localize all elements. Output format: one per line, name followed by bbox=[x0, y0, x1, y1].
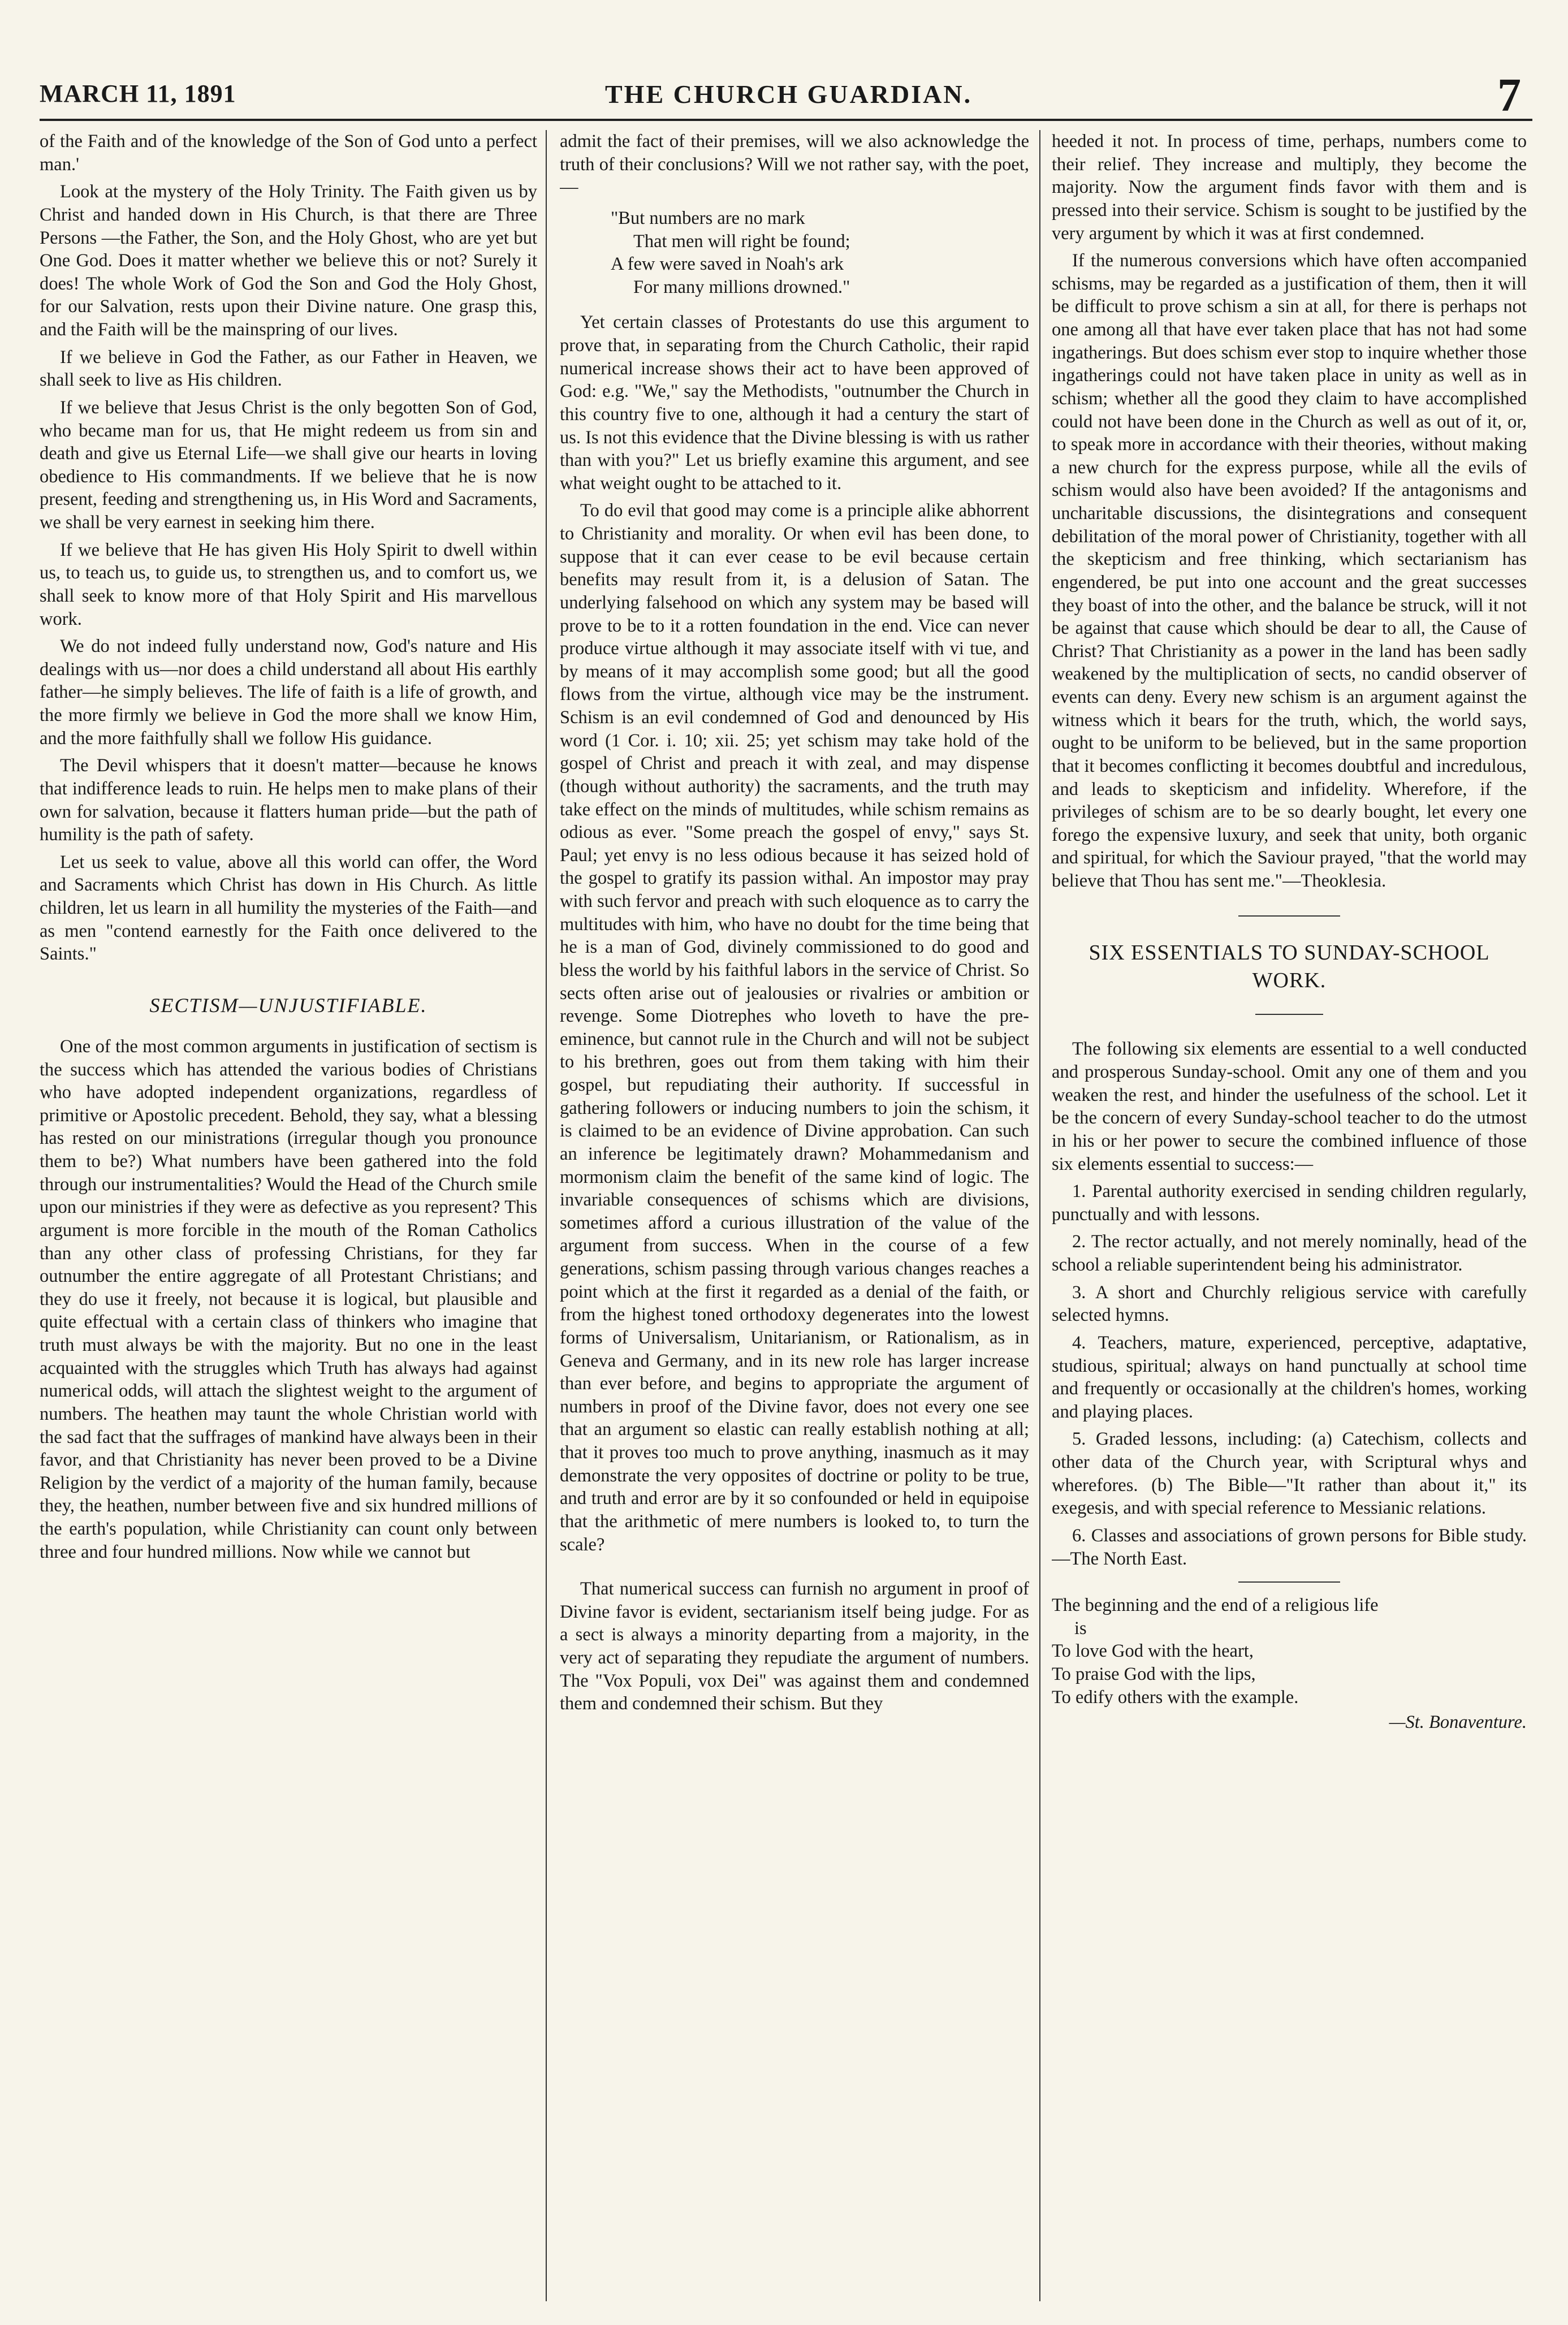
quote-line: is bbox=[1074, 1618, 1087, 1639]
paragraph: Yet certain classes of Protestants do use this argument to prove that, in separating from the Church Catholic, their rapid numerical increase shows their act to have been approved of God: e.g. "We," say the Methodists, "outnumber the Church in this country five to one, although it had a century the start of us. Is not this evidence that the Divine blessing is with us rather than with you?" Let us briefly examine this argument, and see what weight ought to be attached to it. bbox=[560, 312, 1029, 494]
paragraph: Let us seek to value, above all this world can offer, the Word and Sacraments which Christ has down in His Church. As little children, let us learn in all humility the mysteries of the Faith—and as men "contend earnestly for the Faith once delivered to the Saints." bbox=[40, 852, 537, 965]
column-rule bbox=[546, 130, 547, 2301]
page-number: 7 bbox=[1497, 69, 1521, 122]
poem-line: A few were saved in Noah's ark bbox=[611, 254, 844, 275]
paragraph: To do evil that good may come is a principle alike abhorrent to Christianity and morality. Or when evil has been done, to suppose that it can ever cease to be evil because certain benefits may result from it, is a delusion of Satan. The underlying falsehood on which any system may be based will prove to be to it a rotten foundation in the end. Vice can never produce virtue although it may associate itself with vi tue, and by means of it may accomplish some good; but all the good flows from the virtue, although vice may be the instrument. Schism is an evil condemned of God and denounced by His word (1 Cor. i. 10; xii. 25; yet schism may take hold of the gospel of Christ and preach it with zeal, and may dispense (though without authority) the sacraments, and the truth may take effect on the minds of multitudes, while schism remains as odious as ever. "Some preach the gospel of envy," says St. Paul; yet envy is no less odious because it has seized hold of the gospel to gratify its passion withal. An impostor may pray with such fervor and preach with such eloquence as to carry the multitudes with him, who have no doubt for the time being that he is a man of God, divinely commissioned to do good and bless the world by his faithful labors in the service of Christ. So sects often arise out of jealousies or rivalries or ambition or revenge. Some Diotrephes who loveth to have the pre-eminence, but cannot rule in the Church and will not be subject to his brethren, goes out from them taking with him their gospel, but repudiating their authority. If successful in gathering followers or inducing numbers to join the schism, it is claimed to be an evidence of Divine approbation. Can such an inference be legitimately drawn? Mohammedanism and mormonism claim the benefit of the same kind of logic. The invariable consequences of schisms which are divisions, sometimes afford a curious illustration of the value of the argument from success. When in the course of a few generations, schism passing through various changes reaches a point which at the first it regarded as a denial of the faith, or from the highest toned orthodoxy degenerates into the lowest forms of Universalism, Unitarianism, or Rationalism, as in Geneva and Germany, and in its new role has larger increase than ever before, and begins to appropriate the argument of numbers in proof of the Divine favor, does not every one see that an argument so elastic can really establish nothing at all; that it proves too much to prove anything, inasmuch as it may demonstrate the very opposites of doctrine or polity to be true, and truth and error are by it so confounded or held in equipoise that the arithmetic of mere numbers is looked to, to turn the scale? bbox=[560, 500, 1029, 1555]
section-title: SIX ESSENTIALS TO SUNDAY-SCHOOL WORK. bbox=[1088, 940, 1490, 993]
paragraph: admit the fact of their premises, will we also acknowledge the truth of their conclusions? Will we not rather say, with the poet,— bbox=[560, 131, 1029, 198]
closing-quote bbox=[1052, 1594, 1527, 1709]
paragraph: The following six elements are essential to a well conducted and prosperous Sunday-school. Omit any one of them and you weaken the rest, and hinder the usefulness of the school. Let it be the concern of every Sunday-school teacher to do the utmost in his or her power to secure the combined influence of those six elements essential to success:— bbox=[1052, 1039, 1527, 1174]
page-header bbox=[40, 68, 1532, 121]
paragraph: If the numerous conversions which have often accompanied schisms, may be regarded as a justification of them, then it will be difficult to prove schism a sin at all, for there is perhaps not one among all that have ever taken place that has not had some ingatherings. But does schism ever stop to inquire whether those ingatherings could not have taken place in unity as well as in schism; whether all the good they claim to have accomplished could not have been done in the Church as well as out of it, or, to speak more in accordance with their theories, without making a new church for the express purpose, while all the evils of schism would also have been avoided? If the antagonisms and uncharitable discussions, the disintegrations and consequent debilitation of the moral power of Christianity, together with all the skepticism and free thinking, which sectarianism has engendered, be put into one account and the great successes they boast of into the other, and the balance be struck, will it not be against that cause which should be dear to all, the Cause of Christ? That Christianity as a power in the land has been sadly weakened by the multiplication of sects, no candid observer of events can deny. Every new schism is an argument against the witness which it bears for the truth, which, the world says, ought to be uniform to be believed, but in the same proportion that it becomes conflicting it becomes doubtful and incredulous, and leads to skepticism and infidelity. Wherefore, if the privileges of schism are to be so dearly bought, let every one forego the expensive luxury, and seek that unity, both organic and spiritual, for which the Saviour prayed, "that the world may believe that Thou has sent me."—Theoklesia. bbox=[1052, 250, 1527, 891]
issue-date: MARCH 11, 1891 bbox=[40, 80, 236, 107]
column-rule bbox=[1039, 130, 1040, 2301]
divider bbox=[1238, 915, 1340, 917]
quote-line: To praise God with the lips, bbox=[1052, 1664, 1256, 1685]
poem-line: "But numbers are no mark bbox=[611, 208, 805, 228]
attribution: —St. Bonaventure. bbox=[1389, 1712, 1527, 1733]
list-item: 2. The rector actually, and not merely nominally, head of the school a reliable superintendent being his administrator. bbox=[1052, 1231, 1527, 1276]
divider bbox=[1238, 1581, 1340, 1583]
column-1 bbox=[40, 130, 537, 2307]
list-item: 3. A short and Churchly religious service with carefully selected hymns. bbox=[1052, 1282, 1527, 1326]
paragraph: heeded it not. In process of time, perhaps, numbers come to their relief. They increase and multiply, they become the majority. Now the argument finds favor with them and is pressed into their service. Schism is sought to be justified by the very argument by which it was at first condemned. bbox=[1052, 131, 1527, 244]
list-item: 5. Graded lessons, including: (a) Catechism, collects and other data of the Church year, with Scriptural whys and wherefores. (b) The Bible—"It rather than about it," its exegesis, and with special reference to Messianic relations. bbox=[1052, 1429, 1527, 1519]
paragraph: One of the most common arguments in justification of sectism is the success which has attended the various bodies of Christians who have adopted independent organizations, regardless of primitive or Apostolic precedent. Behold, they say, what a blessing has rested on our ministrations (irregular though you pronounce them to be?) What numbers have been gathered into the fold through our instrumentalities? Would the Head of the Church smile upon our ministries if they were as defective as you represent? This argument is more forcible in the mouth of the Roman Catholics than any other class of professing Christians, for they far outnumber the entire aggregate of all Protestant Christians; and they do use it freely, not because it is logical, but plausible and quite effectual with a certain class of thinkers who imagine that truth must always be with the majority. But no one in the least acquainted with the struggles which Truth has always had against numerical odds, will attach the slightest weight to the argument of numbers. The heathen may taunt the whole Christian world with the sad fact that the suffrages of mankind have always been in their favor, and that Christianity has never been proved to be a Divine Religion by the verdict of a majority of the human family, because they, the heathen, number between five and six hundred millions of the earth's population, while Christianity can count only between three and four hundred millions. Now while we cannot but bbox=[40, 1036, 537, 1562]
paragraph: We do not indeed fully understand now, God's nature and His dealings with us—nor does a child understand all about His earthly father—he simply believes. The life of faith is a life of growth, and the more firmly we believe in God the more shall we know Him, and the more faithfully shall we follow His guidance. bbox=[40, 636, 537, 749]
poem-line: That men will right be found; bbox=[633, 231, 850, 252]
list-item: 1. Parental authority exercised in sending children regularly, punctually and with lessons. bbox=[1052, 1181, 1527, 1225]
quote-line: To love God with the heart, bbox=[1052, 1641, 1254, 1662]
newspaper-title: THE CHURCH GUARDIAN. bbox=[605, 80, 973, 109]
paragraph: That numerical success can furnish no argument in proof of Divine favor is evident, sectarianism itself being judge. For as a sect is always a minority departing from a majority, in the very act of separating they repudiate the argument of numbers. The "Vox Populi, vox Dei" was against them and condemned them and condemned their schism. But they bbox=[560, 1579, 1029, 1714]
quote-line: To edify others with the example. bbox=[1052, 1687, 1299, 1708]
divider bbox=[1255, 1014, 1323, 1015]
section-title: SECTISM—UNJUSTIFIABLE. bbox=[149, 993, 427, 1017]
poem-line: For many millions drowned." bbox=[633, 276, 850, 297]
essentials-list bbox=[1052, 1180, 1527, 1570]
quote-line: The beginning and the end of a religious life bbox=[1052, 1595, 1379, 1616]
column-3 bbox=[1052, 130, 1527, 2307]
paragraph: Look at the mystery of the Holy Trinity. The Faith given us by Christ and handed down in His Church, is that there are Three Persons —the Father, the Son, and the Holy Ghost, who are yet but One God. Does it matter whether we believe this or not? Surely it does! The whole Work of God the Son and God the Holy Ghost, for our Salvation, rests upon their Divine nature. One grasp this, and the Faith will be the mainspring of our lives. bbox=[40, 181, 537, 340]
paragraph: If we believe in God the Father, as our Father in Heaven, we shall seek to live as His children. bbox=[40, 347, 537, 391]
paragraph: If we believe that Jesus Christ is the only begotten Son of God, who became man for us, that He might redeem us from sin and death and give us Eternal Life—we shall give our hearts in loving obedience to His commandments. If we believe that he is now present, feeding and strengthening us, in His Word and Sacraments, we shall be very earnest in seeking him there. bbox=[40, 397, 537, 533]
paragraph: The Devil whispers that it doesn't matter—because he knows that indifference leads to ruin. He helps men to make plans of their own for salvation, because it flatters human pride—but the path of humility is the path of safety. bbox=[40, 755, 537, 845]
column-2 bbox=[560, 130, 1029, 2307]
list-item: 6. Classes and associations of grown persons for Bible study.—The North East. bbox=[1052, 1525, 1527, 1569]
paragraph: If we believe that He has given His Holy Spirit to dwell within us, to teach us, to guide us, to strengthen us, and to comfort us, we shall seek to know more of that Holy Spirit and His marvellous work. bbox=[40, 539, 537, 629]
list-item: 4. Teachers, mature, experienced, perceptive, adaptative, studious, spiritual; always on hand punctually at school time and frequently or occasionally at the children's homes, working and playing places. bbox=[1052, 1332, 1527, 1422]
paragraph: of the Faith and of the knowledge of the Son of God unto a perfect man.' bbox=[40, 131, 537, 175]
poem-quote bbox=[560, 207, 1029, 299]
